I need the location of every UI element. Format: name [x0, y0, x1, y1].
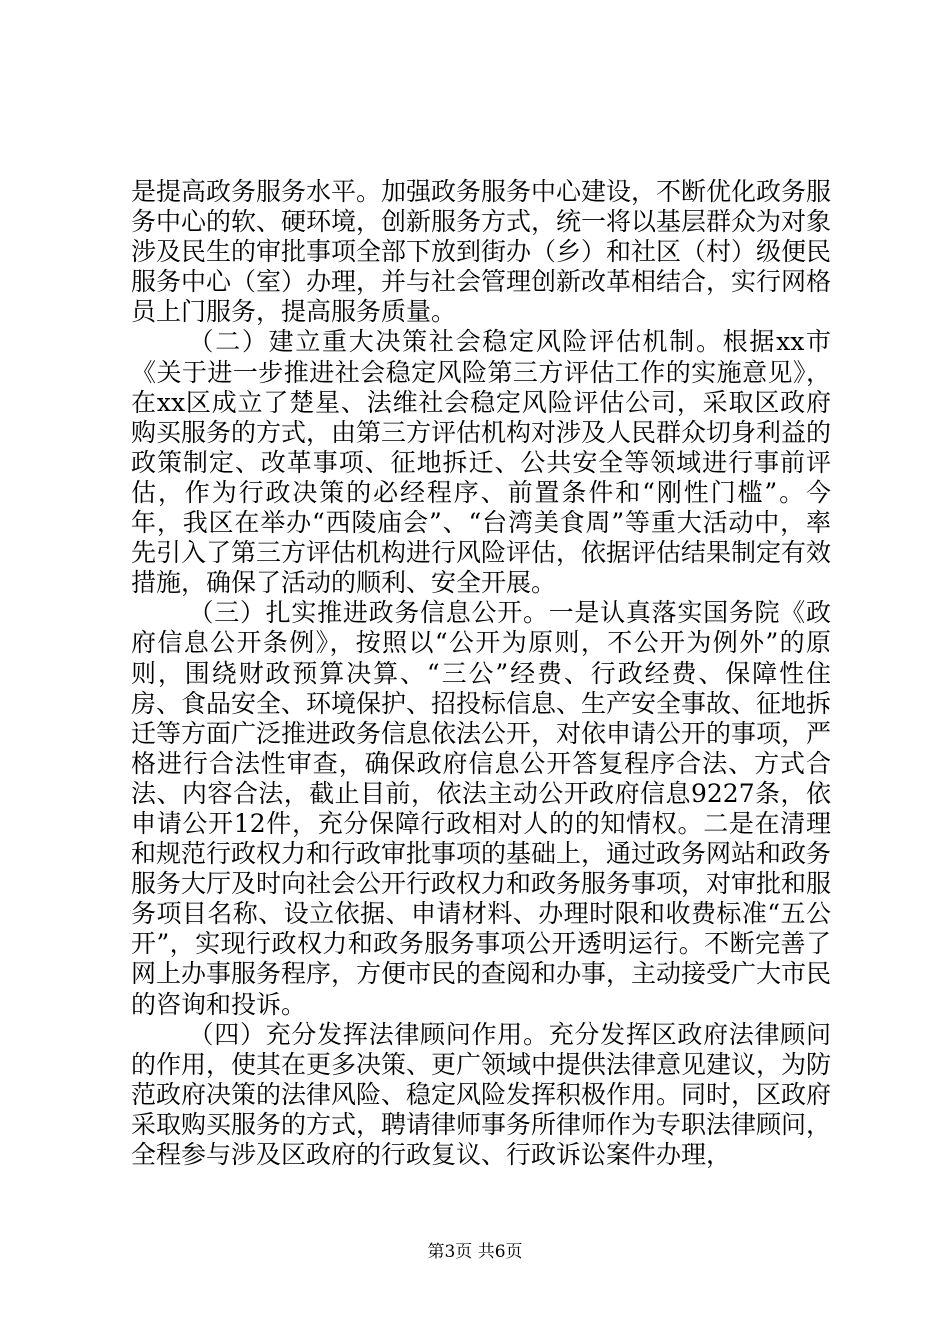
paragraph-section-4: （四）充分发挥法律顾问作用。充分发挥区政府法律顾问的作用，使其在更多决策、更广领域中提供法律意见建议，为防范政府决策的法律风险、稳定风险发挥积极作用。同时，区政府采取购买服务的方式，聘请律师事务所律师作为专职法律顾问，全程参与涉及区政府的行政复议、行政诉讼案件办理， [131, 1019, 832, 1169]
document-body [131, 177, 831, 1170]
paragraph-section-3: （三）扎实推进政务信息公开。一是认真落实国务院《政府信息公开条例》，按照以“公开为原则，不公开为例外”的原则，围绕财政预算决算、“三公”经费、行政经费、保障性住房、食品安全、环境保护、招投标信息、生产安全事故、征地拆迁等方面广泛推进政务信息依法公开，对依申请公开的事项，严格进行合法性审查，确保政府信息公开答复程序合法、方式合法、内容合法，截止目前，依法主动公开政府信息9227条，依申请公开12件，充分保障行政相对人的的知情权。二是在清理和规范行政权力和行政审批事项的基础上，通过政务网站和政务服务大厅及时向社会公开行政权力和政务服务事项，对审批和服务项目名称、设立依据、申请材料、办理时限和收费标准“五公开”，实现行政权力和政务服务事项公开透明运行。不断完善了网上办事服务程序，方便市民的查阅和办事，主动接受广大市民的咨询和投诉。 [131, 598, 832, 1019]
paragraph-section-2: （二）建立重大决策社会稳定风险评估机制。根据xx市《关于进一步推进社会稳定风险第三方评估工作的实施意见》，在xx区成立了楚星、法维社会稳定风险评估公司，采取区政府购买服务的方式，由第三方评估机构对涉及人民群众切身利益的政策制定、改革事项、征地拆迁、公共安全等领域进行事前评估，作为行政决策的必经程序、前置条件和“刚性门槛”。今年，我区在举办“西陵庙会”、“台湾美食周”等重大活动中，率先引入了第三方评估机构进行风险评估，依据评估结果制定有效措施，确保了活动的顺利、安全开展。 [131, 327, 832, 598]
paragraph-continuation: 是提高政务服务水平。加强政务服务中心建设，不断优化政务服务中心的软、硬环境，创新服务方式，统一将以基层群众为对象涉及民生的审批事项全部下放到街办（乡）和社区（村）级便民服务中心（室）办理，并与社会管理创新改革相结合，实行网格员上门服务，提高服务质量。 [131, 177, 832, 327]
page-number-footer: 第3页 共6页 [427, 1242, 523, 1262]
